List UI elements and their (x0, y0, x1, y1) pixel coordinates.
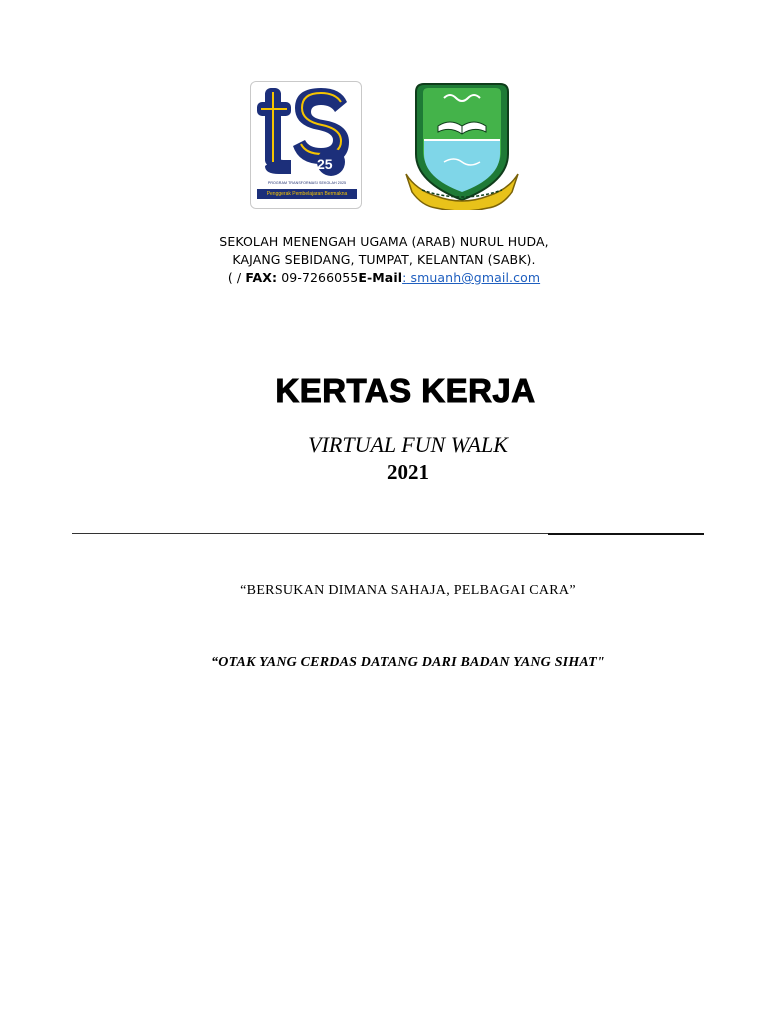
ts25-logo-mark (251, 82, 363, 182)
ts25-logo (250, 81, 362, 209)
ts25-number: 25 (317, 156, 333, 172)
ts25-tagline: Penggerak Pembelajaran Bermakna (257, 189, 357, 199)
school-header (0, 233, 768, 287)
logo-row (0, 76, 768, 214)
email-address: smuanh@gmail.com (406, 270, 541, 285)
motto-primary: “BERSUKAN DIMANA SAHAJA, PELBAGAI CARA” (240, 583, 576, 598)
email-link[interactable] (402, 270, 540, 285)
motto-secondary: “OTAK YANG CERDAS DATANG DARI BADAN YANG SIHAT" (211, 655, 605, 670)
fax-value: 09-7266055 (281, 270, 359, 285)
document-title: KERTAS KERJA (275, 372, 536, 409)
document-year: 2021 (387, 460, 429, 484)
contact-line (0, 269, 768, 287)
ts25-caption: PROGRAM TRANSFORMASI SEKOLAH 2025 (267, 181, 347, 185)
fax-label: FAX: (245, 270, 278, 285)
email-separator: : (402, 270, 407, 285)
school-crest-icon (404, 78, 520, 210)
horizontal-divider-accent (548, 533, 704, 535)
contact-prefix: ( / (227, 270, 242, 285)
school-name: SEKOLAH MENENGAH UGAMA (ARAB) NURUL HUDA, (219, 234, 549, 249)
school-address: KAJANG SEBIDANG, TUMPAT, KELANTAN (SABK). (232, 252, 536, 267)
document-subtitle: VIRTUAL FUN WALK (308, 432, 508, 457)
email-label: E-Mail (358, 270, 403, 285)
